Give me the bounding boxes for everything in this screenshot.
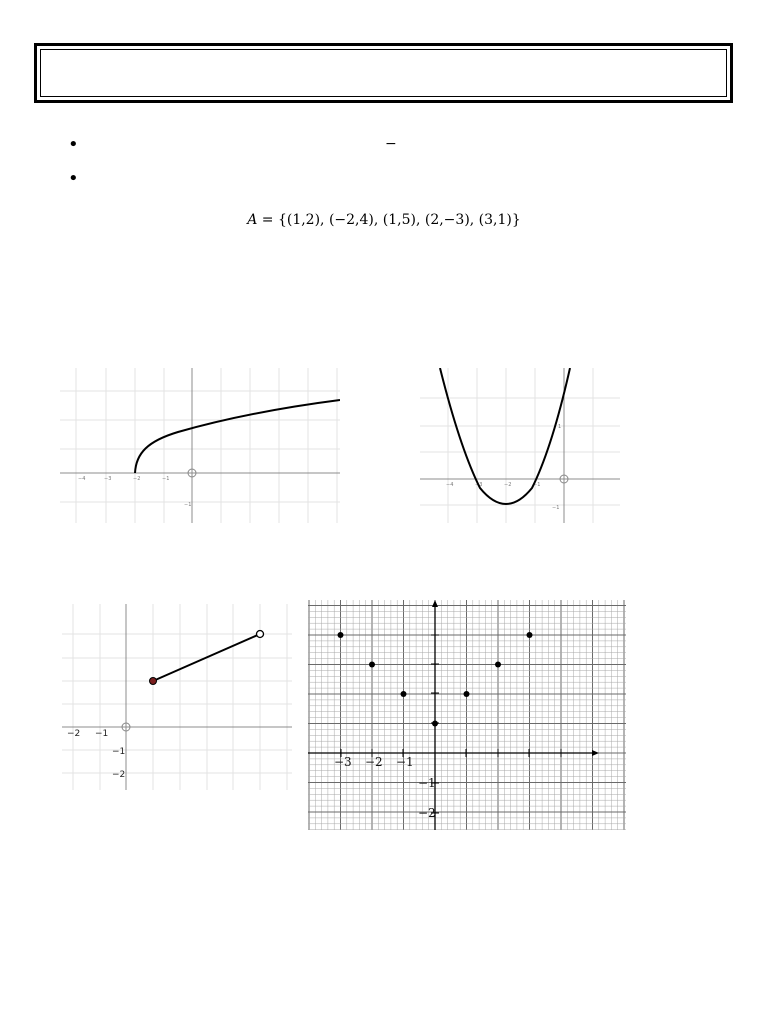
x-tick-label: −2 <box>67 729 81 739</box>
set-equation <box>0 212 768 228</box>
x-tick-label: −3 <box>334 755 352 769</box>
set-variable: A <box>247 212 258 228</box>
x-tick-label: −1 <box>162 476 170 482</box>
closed-endpoint <box>150 678 157 685</box>
y-tick-label: −1 <box>184 502 192 508</box>
x-tick-label: −4 <box>446 482 454 488</box>
graph-paper-grid <box>308 600 626 830</box>
x-tick-label: −4 <box>78 476 86 482</box>
data-point <box>464 691 470 697</box>
graph-point-plot <box>308 600 626 830</box>
sqrt-curve <box>135 400 340 473</box>
bullet-marker: • <box>68 168 79 189</box>
data-point <box>369 662 375 668</box>
set-body: = {(1,2), (−2,4), (1,5), (2,−3), (3,1)} <box>257 212 521 228</box>
x-axis-arrow <box>592 750 599 756</box>
data-point <box>432 721 438 727</box>
x-tick-label: −1 <box>533 482 541 488</box>
x-tick-label: −1 <box>95 729 109 739</box>
grid-lines <box>60 368 340 523</box>
data-point <box>527 632 533 638</box>
y-tick-label: −2 <box>418 806 436 820</box>
data-point <box>401 691 407 697</box>
y-tick-label: −1 <box>552 505 560 511</box>
graph-sqrt-curve <box>60 368 340 523</box>
y-tick-label: −2 <box>112 770 126 780</box>
y-axis-arrow <box>432 600 438 607</box>
x-tick-label: −2 <box>504 482 512 488</box>
data-point <box>495 662 501 668</box>
open-endpoint <box>257 631 264 638</box>
title-box-inner-border <box>40 49 727 97</box>
y-tick-label: −1 <box>418 776 436 790</box>
graph-segment <box>62 604 292 790</box>
x-tick-label: −3 <box>475 482 483 488</box>
bullet-marker: • <box>68 134 79 155</box>
data-point <box>338 632 344 638</box>
x-tick-label: −3 <box>104 476 112 482</box>
x-tick-label: −1 <box>396 755 414 769</box>
x-tick-label: −2 <box>365 755 383 769</box>
title-box <box>34 43 733 103</box>
y-tick-label: 1 <box>558 424 562 430</box>
minus-sign: − <box>385 136 397 152</box>
x-tick-label: −2 <box>133 476 141 482</box>
y-tick-label: −1 <box>112 747 126 757</box>
graph-parabola <box>420 368 620 523</box>
